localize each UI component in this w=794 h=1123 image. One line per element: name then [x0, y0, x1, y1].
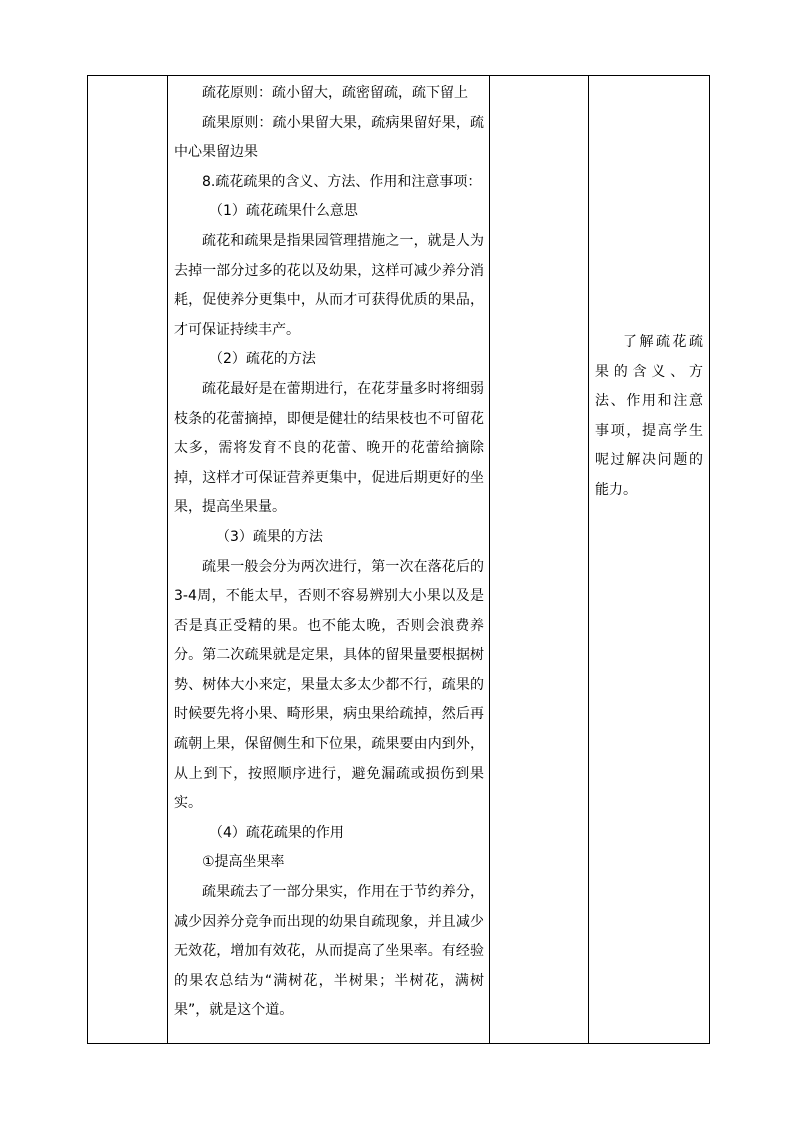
teaching-content: [168, 76, 489, 1026]
lesson-plan-table: [87, 75, 710, 1044]
question-3-title: （3）疏果的方法: [216, 528, 323, 545]
question-4-text: 疏果疏去了一部分果实，作用在于节约养分，减少因养分竞争而出现的幼果自疏现象，并且减少无效花，增加有效花，从而提高了坐果率。有经验的果农总结为“满树花，半树果；半树花，满树果”，就是这个道。: [174, 884, 484, 1019]
question-3-text: 疏果一般会分为两次进行，第一次在落花后的3-4周，不能太早，否则不容易辨别大小果以及是否是真正受精的果。也不能太晚，否则会浪费养分。第二次疏果就是定果，具体的留果量要根据树势、树体大小来定，果量太多太少都不行，疏果的时候要先将小果、畸形果，病虫果给疏掉，然后再疏朝上果，保留侧生和下位果，疏果要由内到外，从上到下，按照顺序进行，避免漏疏或损伤到果实。: [174, 558, 484, 812]
table-cell-stage: [88, 76, 168, 1044]
flower-thinning-principle: 疏花原则：疏小留大，疏密留疏，疏下留上: [202, 85, 468, 101]
table-row: [88, 76, 710, 1044]
question-1-text: 疏花和疏果是指果园管理措施之一，就是人为去掉一部分过多的花以及幼果，这样可减少养分消耗，促使养分更集中，从而才可获得优质的果品，才可保证持续丰产。: [174, 232, 484, 338]
question-4-title: （4）疏花疏果的作用: [209, 824, 344, 841]
question-2-title: （2）疏花的方法: [209, 351, 316, 368]
section-8-heading: 8.疏花疏果的含义、方法、作用和注意事项：: [202, 173, 482, 190]
table-cell-goal: [589, 76, 710, 1044]
question-2-text: 疏花最好是在蕾期进行，在花芽量多时将细弱枝条的花蕾摘掉，即便是健壮的结果枝也不可留花太多，需将发育不良的花蕾、晚开的花蕾给摘除掉，这样才可保证营养更集中，促进后期更好的坐果，提高坐果量。: [174, 380, 484, 516]
fruit-thinning-principle: 疏果原则：疏小果留大果，疏病果留好果，疏中心果留边果: [174, 114, 484, 161]
table-cell-content: [168, 76, 490, 1044]
question-1-title: （1）疏花疏果什么意思: [209, 203, 358, 220]
table-cell-activity: [490, 76, 589, 1044]
question-4-point-1: ①提高坐果率: [202, 854, 285, 871]
teaching-goal-text: 了解疏花疏果的含义、方法、作用和注意事项，提高学生呢过解决问题的能力。: [595, 334, 703, 498]
teaching-goal: [589, 76, 709, 506]
